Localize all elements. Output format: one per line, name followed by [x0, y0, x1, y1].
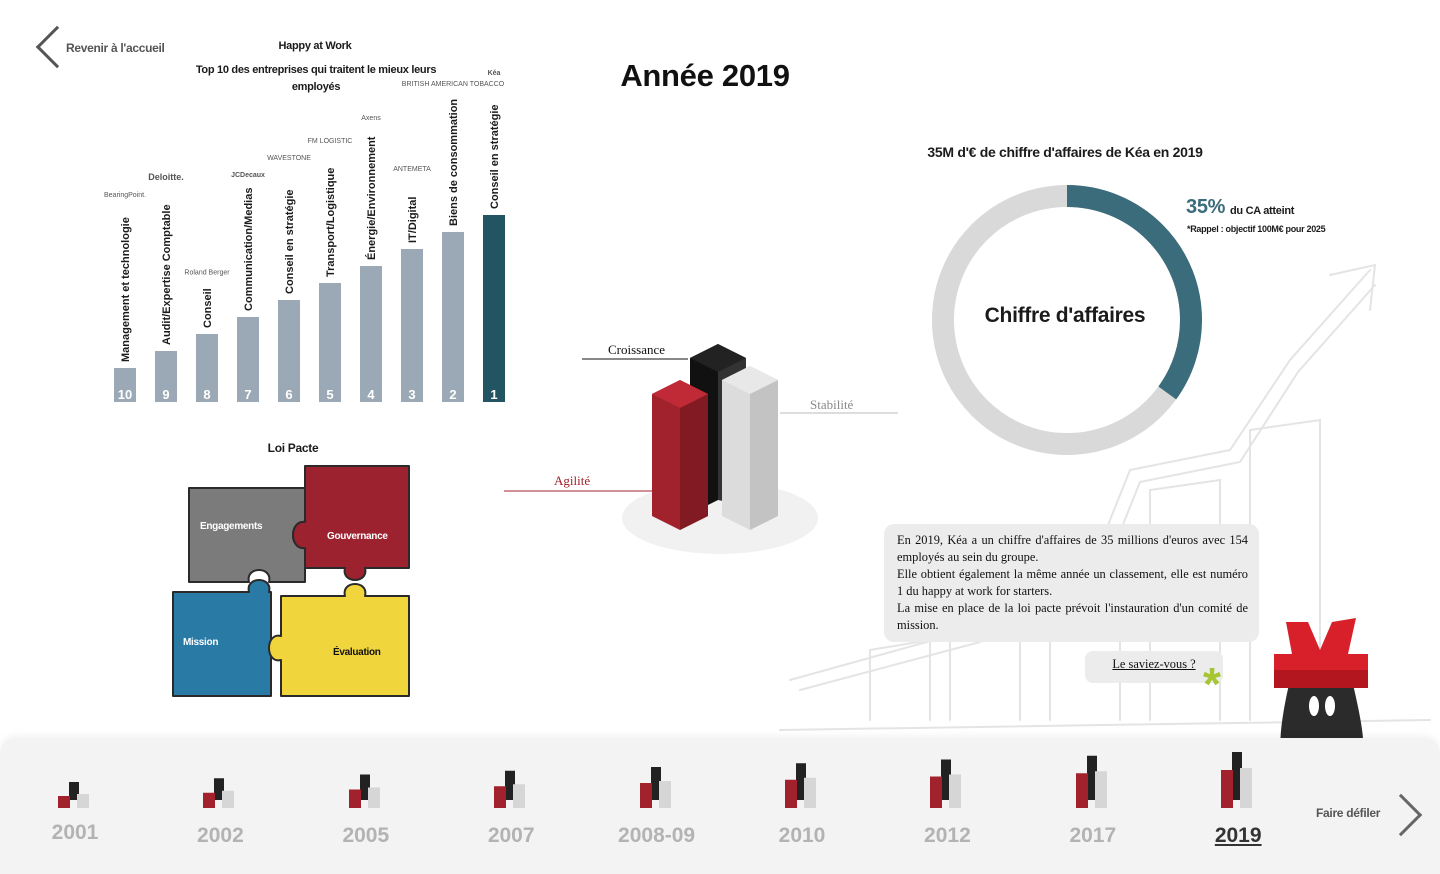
company-logo-label: Deloitte.: [148, 172, 184, 182]
mascot-hat-shade: [1274, 670, 1368, 688]
company-logo-label: BRITISH AMERICAN TOBACCO: [401, 80, 505, 88]
bar-rank-label: 5: [326, 387, 334, 402]
bar-category-label: Transport/Logistique: [325, 167, 337, 277]
bubble-line: La mise en place de la loi pacte prévoit l'instauration d'un comité de mission.: [897, 601, 1248, 632]
year-bars-icon: [50, 746, 100, 816]
year-bars-icon: [922, 746, 972, 816]
value-agilite: Agilité: [554, 473, 591, 488]
bar-rank-4: [360, 266, 382, 402]
timeline-year-2008-09[interactable]: [607, 746, 707, 866]
bar-category-label: Conseil en stratégie: [489, 104, 501, 209]
year-bars-icon: [341, 746, 391, 816]
bar-rank-label: 3: [408, 387, 416, 402]
year-bars-icon: [1213, 746, 1263, 816]
timeline-year-2012[interactable]: [897, 746, 997, 866]
revenue-title: 35M d'€ de chiffre d'affaires de Kéa en 2019: [927, 144, 1203, 160]
puzzle-piece-gouvernance: [293, 466, 409, 580]
bar-rank-3: [401, 249, 423, 402]
timeline-year-label: 2010: [778, 824, 826, 847]
value-croissance: Croissance: [608, 342, 666, 357]
bar-rank-label: 9: [162, 387, 170, 402]
did-you-know-link[interactable]: Le saviez-vous ?: [1085, 651, 1223, 683]
bubble-line: Elle obtient également la même année un classement, elle est numéro 1 du happy at work for starters.: [897, 567, 1248, 598]
bar-rank-label: 7: [244, 387, 252, 402]
puzzle-label-evaluation: Évaluation: [333, 647, 381, 658]
puzzle-label-engagements: Engagements: [200, 521, 263, 532]
timeline-year-2001[interactable]: [25, 746, 125, 866]
page-title: Année 2019: [620, 58, 790, 93]
value-stabilite: Stabilité: [810, 397, 854, 412]
mascot-eye-left: [1309, 696, 1319, 716]
timeline-year-2019[interactable]: [1188, 746, 1288, 866]
company-logo-label: Kéa: [487, 70, 501, 77]
grey-bar-side: [750, 380, 778, 530]
bubble-line: En 2019, Kéa a un chiffre d'affaires de 35 millions d'euros avec 154 employés au sein du groupe.: [897, 533, 1248, 564]
happy-at-work-subtitle: Top 10 des entreprises qui traitent le mieux leurs employés: [195, 64, 437, 93]
company-logo-label: Axens: [361, 114, 381, 122]
info-speech-bubble: [884, 524, 1259, 642]
year-bars-icon: [632, 746, 682, 816]
bar-category-label: Audit/Expertise Comptable: [161, 204, 173, 345]
bar-rank-label: 4: [367, 387, 375, 402]
bar-rank-label: 2: [449, 387, 457, 402]
timeline-year-label: 2005: [342, 824, 390, 847]
back-label: Revenir à l'accueil: [66, 41, 165, 55]
timeline-year-2007[interactable]: [461, 746, 561, 866]
loi-pacte-puzzle: [165, 460, 415, 705]
company-logo-label: WAVESTONE: [267, 155, 311, 162]
bar-rank-label: 8: [203, 387, 211, 402]
bar-category-label: Management et technologie: [120, 217, 132, 362]
timeline-year-2005[interactable]: [316, 746, 416, 866]
scroll-label: Faire défiler: [1316, 806, 1381, 820]
revenue-goal-note: *Rappel : objectif 100M€ pour 2025: [1187, 224, 1326, 234]
company-logo-label: JCDecaux: [231, 172, 265, 179]
timeline-year-label: 2002: [197, 824, 244, 847]
bar-category-label: Conseil: [202, 288, 214, 328]
year-bars-icon: [195, 746, 245, 816]
revenue-percent: 35%: [1186, 196, 1226, 218]
bar-rank-1: [483, 215, 505, 402]
timeline-year-label: 2008-09: [618, 824, 696, 847]
bar-category-label: Conseil en stratégie: [284, 189, 296, 294]
company-logo-label: ANTEMETA: [393, 166, 431, 173]
values-3d-bars: [580, 330, 900, 550]
bar-rank-5: [319, 283, 341, 402]
bar-rank-label: 6: [285, 387, 293, 402]
puzzle-piece-evaluation: [269, 584, 409, 696]
company-logo-label: BearingPoint.: [103, 192, 147, 199]
bar-category-label: IT/Digital: [407, 196, 419, 243]
bar-category-label: Énergie/Environnement: [366, 136, 378, 260]
asterisk-icon: *: [1203, 658, 1221, 710]
bar-category-label: Biens de consommation: [448, 98, 460, 226]
mascot-eye-right: [1325, 696, 1335, 716]
timeline-year-2010[interactable]: [752, 746, 852, 866]
timeline-year-label: 2012: [924, 824, 971, 847]
year-bars-icon: [1068, 746, 1118, 816]
timeline-year-label: 2019: [1214, 824, 1262, 847]
back-to-home-link[interactable]: [28, 26, 178, 72]
happy-at-work-title: Happy at Work: [278, 40, 352, 52]
year-bars-icon: [486, 746, 536, 816]
timeline-year-2017[interactable]: [1043, 746, 1143, 866]
bar-rank-label: 10: [117, 387, 133, 402]
puzzle-label-gouvernance: Gouvernance: [327, 531, 388, 542]
timeline-year-2002[interactable]: [170, 746, 270, 866]
red-bar-side: [680, 394, 708, 530]
bar-rank-label: 1: [490, 387, 498, 402]
timeline-year-label: 2007: [487, 824, 535, 847]
timeline-year-label: 2017: [1069, 824, 1117, 847]
company-logo-label: Roland Berger: [184, 269, 230, 277]
revenue-percent-suffix: du CA atteint: [1230, 205, 1295, 217]
puzzle-label-mission: Mission: [183, 637, 219, 648]
bar-category-label: Communication/Medias: [243, 187, 255, 311]
year-bars-icon: [777, 746, 827, 816]
company-logo-label: FM LOGISTIC: [307, 138, 353, 145]
donut-center-label: Chiffre d'affaires: [984, 304, 1146, 327]
bar-rank-2: [442, 232, 464, 402]
puzzle-piece-engagements: [189, 488, 305, 582]
loi-pacte-title: Loi Pacte: [267, 441, 319, 455]
timeline-year-label: 2001: [51, 821, 99, 844]
